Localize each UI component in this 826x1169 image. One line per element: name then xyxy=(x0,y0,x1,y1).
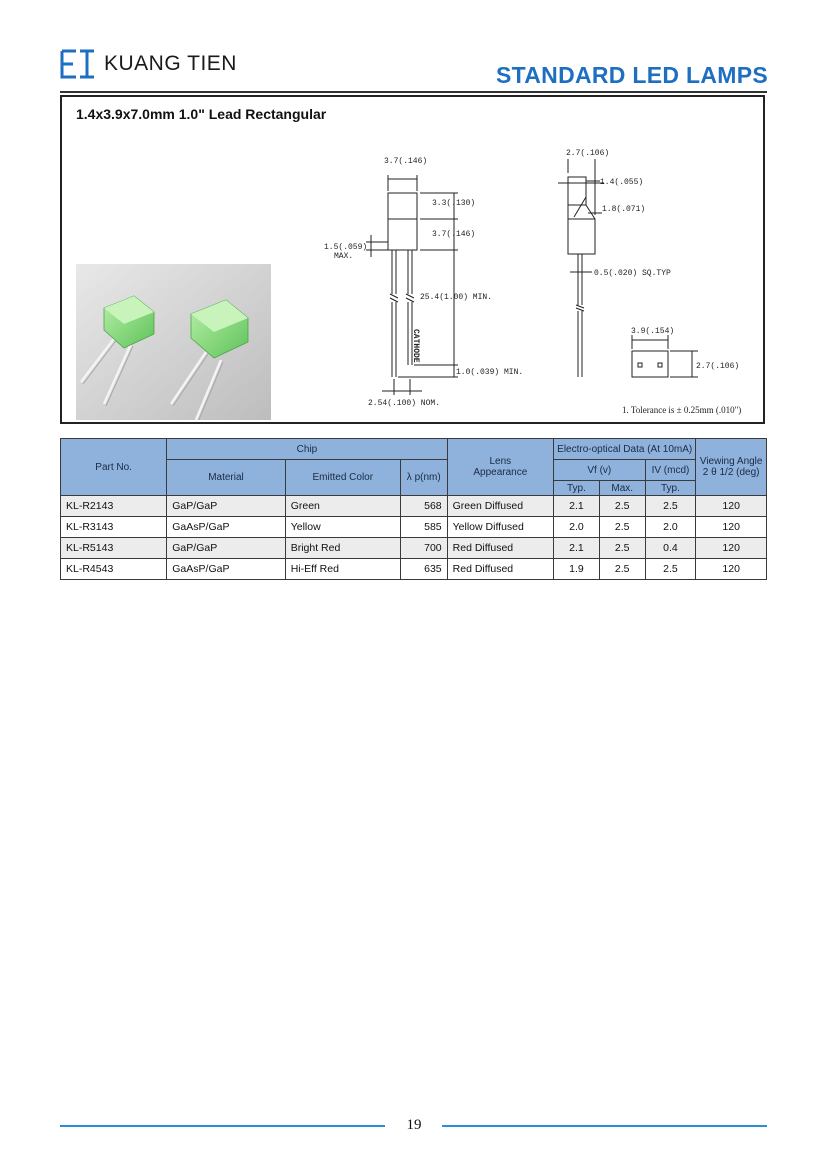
table-cell: Red Diffused xyxy=(447,559,553,580)
col-iv: IV (mcd) xyxy=(645,460,696,481)
table-cell: 2.0 xyxy=(645,517,696,538)
dim-lead-length: 25.4(1.00) MIN. xyxy=(420,293,493,302)
footer-line-left xyxy=(60,1125,385,1127)
section-title: STANDARD LED LAMPS xyxy=(495,62,768,88)
table-row xyxy=(61,559,767,580)
table-cell: 0.4 xyxy=(645,538,696,559)
table-cell: 120 xyxy=(696,517,767,538)
table-cell: 2.5 xyxy=(599,559,645,580)
table-cell: 120 xyxy=(696,538,767,559)
table-cell: GaP/GaP xyxy=(167,496,285,517)
col-vf-typ: Typ. xyxy=(554,481,600,496)
dim-flange: 1.5(.059) xyxy=(324,243,368,252)
table-cell: Green xyxy=(285,496,400,517)
dim-lens-depth: 1.4(.055) xyxy=(600,178,644,187)
table-cell: Green Diffused xyxy=(447,496,553,517)
table-cell: 635 xyxy=(400,559,447,580)
table-cell: 2.1 xyxy=(554,496,600,517)
cathode-label: CATHODE xyxy=(411,329,420,363)
col-chip: Chip xyxy=(167,439,447,460)
dim-pitch: 2.54(.100) NOM. xyxy=(368,399,441,408)
col-part: Part No. xyxy=(61,439,167,496)
brand-logo xyxy=(60,48,237,80)
table-cell: 2.5 xyxy=(645,559,696,580)
table-cell: 2.5 xyxy=(599,496,645,517)
table-cell: Hi-Eff Red xyxy=(285,559,400,580)
brand-name: KUANG TIEN xyxy=(104,52,237,75)
table-cell: KL-R3143 xyxy=(61,517,167,538)
col-vf-max: Max. xyxy=(599,481,645,496)
table-cell: 568 xyxy=(400,496,447,517)
table-cell: GaAsP/GaP xyxy=(167,559,285,580)
col-view: Viewing Angle 2 θ 1/2 (deg) xyxy=(696,439,767,496)
table-cell: 2.5 xyxy=(599,538,645,559)
dim-lead-square: 0.5(.020) SQ.TYP xyxy=(594,269,671,278)
table-cell: Bright Red xyxy=(285,538,400,559)
dim-side-depth: 2.7(.106) xyxy=(566,149,610,158)
dim-flange-max: MAX. xyxy=(334,252,354,261)
dim-top-width: 3.9(.154) xyxy=(631,327,675,336)
figure-box xyxy=(60,95,765,424)
table-cell: 120 xyxy=(696,496,767,517)
col-iv-typ: Typ. xyxy=(645,481,696,496)
table-cell: GaAsP/GaP xyxy=(167,517,285,538)
dim-lens-height: 3.3(.130) xyxy=(432,199,476,208)
page-number: 19 xyxy=(406,1117,422,1133)
col-lambda: λ p(nm) xyxy=(400,460,447,496)
col-lens: Lens Appearance xyxy=(447,439,553,496)
col-vf: Vf (v) xyxy=(554,460,646,481)
dim-lead-diff: 1.0(.039) MIN. xyxy=(456,368,524,377)
table-cell: 585 xyxy=(400,517,447,538)
table-cell: 2.1 xyxy=(554,538,600,559)
kt-logo-icon xyxy=(60,48,96,80)
footer-line-right xyxy=(442,1125,767,1127)
table-cell: 1.9 xyxy=(554,559,600,580)
table-cell: GaP/GaP xyxy=(167,538,285,559)
dim-base-height: 3.7(.146) xyxy=(432,230,476,239)
dim-step: 1.8(.071) xyxy=(602,205,646,214)
table-row xyxy=(61,496,767,517)
table-cell: 2.5 xyxy=(645,496,696,517)
table-cell: 120 xyxy=(696,559,767,580)
dimension-drawing xyxy=(62,97,767,426)
table-cell: KL-R5143 xyxy=(61,538,167,559)
table-cell: KL-R4543 xyxy=(61,559,167,580)
header-divider xyxy=(60,91,767,93)
dim-top-depth: 2.7(.106) xyxy=(696,362,740,371)
col-eo: Electro-optical Data (At 10mA) xyxy=(554,439,696,460)
table-cell: 700 xyxy=(400,538,447,559)
figure-title: 1.4x3.9x7.0mm 1.0" Lead Rectangular xyxy=(76,106,327,122)
dim-width: 3.7(.146) xyxy=(384,157,428,166)
table-cell: KL-R2143 xyxy=(61,496,167,517)
table-row xyxy=(61,538,767,559)
spec-table xyxy=(60,438,767,580)
table-cell: 2.0 xyxy=(554,517,600,538)
table-cell: Yellow xyxy=(285,517,400,538)
table-cell: 2.5 xyxy=(599,517,645,538)
tolerance-note: 1. Tolerance is ± 0.25mm (.010") xyxy=(622,405,742,415)
table-row xyxy=(61,517,767,538)
table-cell: Yellow Diffused xyxy=(447,517,553,538)
table-cell: Red Diffused xyxy=(447,538,553,559)
col-color: Emitted Color xyxy=(285,460,400,496)
col-material: Material xyxy=(167,460,285,496)
